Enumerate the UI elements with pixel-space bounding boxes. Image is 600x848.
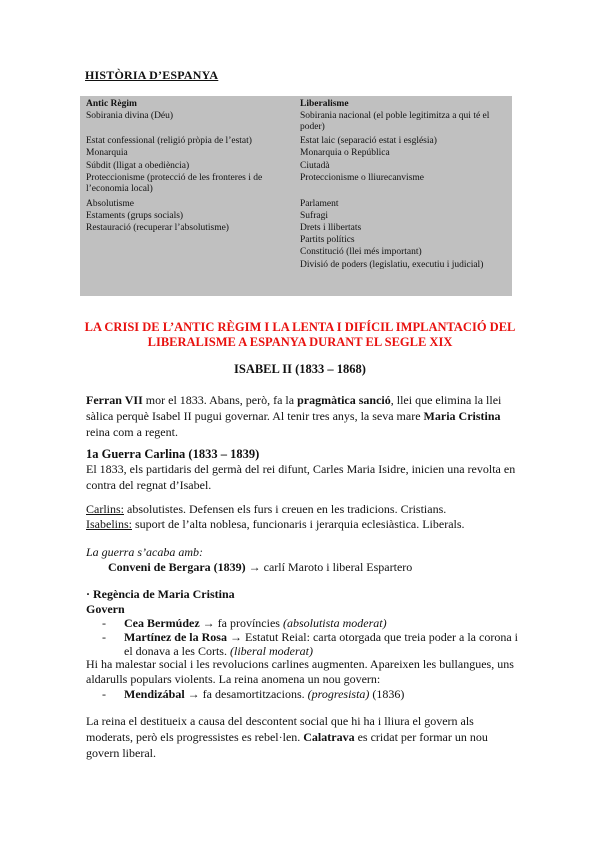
text: → fa desamortitzacions. (184, 687, 308, 701)
table-cell: Sobirania divina (Déu) (86, 111, 174, 121)
italic-text: (absolutista moderat) (282, 616, 387, 630)
table-cell: Proteccionisme o lliurecanvisme (300, 173, 424, 183)
dash-bullet: - (102, 687, 106, 701)
text: absolutistes. Defensen els furs i creuen en les tradicions. Cristians. (124, 502, 447, 516)
table-cell: Súbdit (lligat a obediència) (86, 161, 190, 171)
subtitle-isabel-ii: ISABEL II (1833 – 1868) (234, 362, 366, 376)
text: La reina el destitueix a causa del descontent social que hi ha i lliura el govern als moderats, però els progressistes es rebel·len. (86, 714, 474, 744)
table-cell: Partits polítics (300, 235, 355, 245)
section-title-line: LA CRISI DE L’ANTIC RÈGIM I LA LENTA I DIFÍCIL IMPLANTACIÓ DEL (84, 320, 516, 334)
bold-text: Maria Cristina (423, 409, 501, 423)
carlina-paragraph: El 1833, els partidaris del germà del rei difunt, Carles Maria Isidre, inicien una revolta en contra del regnat d’Isabel. (86, 462, 516, 492)
table-cell: Absolutisme (86, 199, 135, 209)
bold-text: Mendizábal (124, 687, 185, 701)
isabelins-line (86, 516, 518, 532)
regencia-heading: · Regència de Maria Cristina (86, 587, 235, 601)
list-item-text (124, 630, 524, 658)
bold-text: Ferran VII (86, 393, 143, 407)
text: (1836) (369, 687, 405, 701)
document-title: HISTÒRIA D’ESPANYA (85, 68, 219, 82)
carlins-label: Carlins: (86, 502, 124, 516)
bold-text: Martínez de la Rosa (124, 630, 227, 644)
section-title-line: LIBERALISME A ESPANYA DURANT EL SEGLE XIX (147, 335, 453, 349)
bold-text: pragmàtica sanció (297, 393, 391, 407)
carlina-heading: 1a Guerra Carlina (1833 – 1839) (86, 447, 260, 461)
table-cell: Drets i llibertats (300, 223, 362, 233)
text: reina com a regent. (86, 425, 178, 439)
carlins-line (86, 501, 518, 517)
dash-bullet: - (102, 616, 106, 630)
table-cell: Divisió de poders (legislatiu, executiu i judicial) (300, 260, 484, 270)
table-cell: Proteccionisme (protecció de les fronteres i de l’economia local) (86, 173, 263, 194)
text: , llei que elimina la llei sàlica perquè Isabel II pugui governar. Al tenir tres anys, la seva mare (86, 393, 502, 423)
malestar-paragraph: Hi ha malestar social i les revolucions carlines augmenten. Apareixen les bullangues, uns aldarulls populars violents. La reina anomena un nou govern: (86, 657, 514, 686)
table-cell: Parlament (300, 199, 339, 209)
table-cell: Estat laic (separació estat i església) (300, 136, 437, 146)
govern-label: Govern (86, 602, 125, 616)
table-header-liberalisme: Liberalisme (300, 99, 349, 109)
isabelins-label: Isabelins: (86, 517, 132, 531)
war-ends-label: La guerra s’acaba amb: (86, 545, 203, 559)
table-cell: Estat confessional (religió pròpia de l’estat) (86, 136, 252, 146)
text: suport de l’alta noblesa, funcionaris i jerarquia eclesiàstica. Liberals. (132, 517, 465, 531)
bold-text: Calatrava (303, 730, 355, 744)
text: mor el 1833. Abans, però, fa la (142, 393, 298, 407)
table-cell: Monarquia o República (300, 148, 390, 158)
text: → fa províncies (199, 616, 283, 630)
list-item (86, 630, 526, 658)
list-item (86, 616, 526, 630)
table-cell: Sobirania nacional (el poble legitimitza a qui té el poder) (300, 111, 490, 132)
table-cell: Constitució (llei més important) (300, 247, 422, 257)
table-cell: Restauració (recuperar l’absolutisme) (86, 223, 229, 233)
bold-text: Conveni de Bergara (1839) (108, 560, 246, 574)
text: → Estatut Reial: carta otorgada que treia poder a la corona i el donava a les Corts. (124, 630, 518, 658)
comparison-table (80, 96, 512, 296)
table-cell: Ciutadà (300, 161, 330, 171)
final-paragraph (86, 713, 518, 761)
table-header-antic-regim: Antic Règim (86, 99, 137, 109)
italic-text: (progresista) (307, 687, 370, 701)
italic-text: (liberal moderat) (229, 644, 313, 658)
list-item-text (124, 687, 524, 701)
list-item-text (124, 616, 524, 630)
text: → carlí Maroto i liberal Espartero (245, 560, 413, 574)
list-item (86, 687, 526, 701)
dash-bullet: - (102, 630, 106, 644)
table-cell: Sufragi (300, 211, 328, 221)
table-cell: Estaments (grups socials) (86, 211, 184, 221)
conveni-line (108, 559, 540, 575)
text: es cridat per formar un nou govern liberal. (86, 730, 488, 760)
table-cell: Monarquia (86, 148, 128, 158)
bold-text: Cea Bermúdez (124, 616, 200, 630)
intro-paragraph (86, 392, 518, 440)
section-title (70, 320, 530, 350)
